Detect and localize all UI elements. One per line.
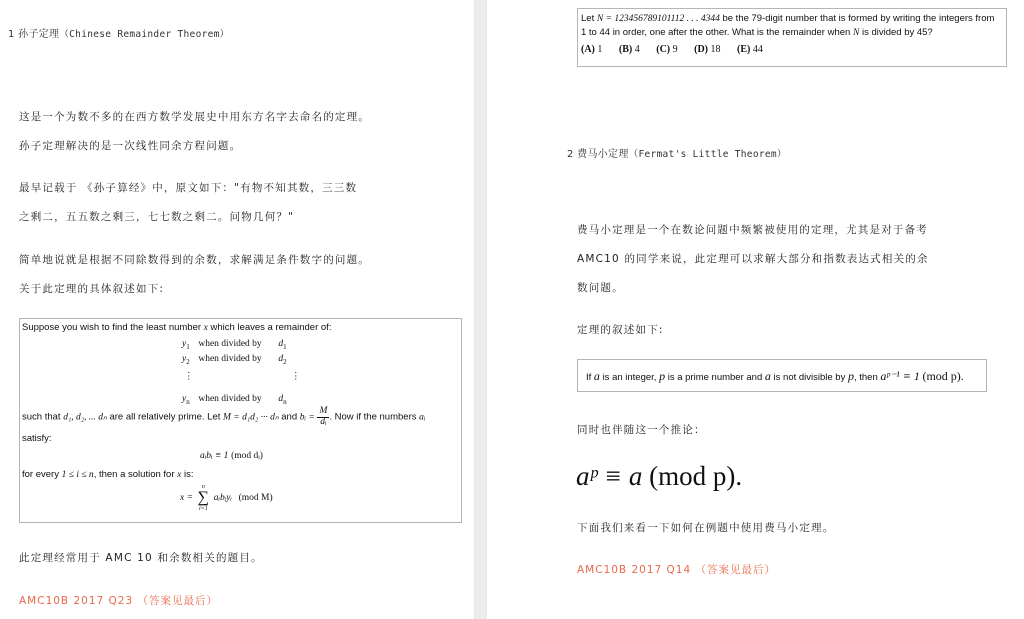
crt-such-that: such that d₁, d₂, ... dₙ are all relatively prime. Let M = d₁d₂ ··· dₙ and bᵢ = $\frac{M}{\text{dᵢ}}$ . Now if the numbers aᵢ: [22, 406, 426, 427]
crt-row-1: $y_1$ when divided by $d_1$: [182, 339, 287, 351]
heading-number: 2: [567, 149, 574, 160]
paragraph: 定理的叙述如下:: [577, 324, 664, 336]
paragraph: 孙子定理解决的是一次线性同余方程问题。: [19, 140, 242, 152]
crt-satisfy: satisfy:: [22, 433, 52, 444]
paragraph: 这是一个为数不多的在西方数学发展史中用东方名字去命名的定理。: [19, 111, 370, 123]
crt-statement-box: [19, 318, 462, 523]
paragraph: 关于此定理的具体叙述如下:: [19, 283, 165, 295]
fermat-statement: If a is an integer, p is a prime number and a is not divisible by p, then aᵖ⁻¹ ≡ 1 (mod p).: [586, 369, 964, 383]
paragraph: 费马小定理是一个在数论问题中频繁被使用的定理，尤其是对于备考: [577, 224, 928, 236]
heading-title-en: （Chinese Remainder Theorem）: [59, 29, 230, 40]
section-heading-fermat: [567, 145, 787, 160]
heading-title-zh: 费马小定理: [577, 149, 629, 160]
problem-line-1: Let N = 123456789101112 . . . 4344 be the 79-digit number that is formed by writing the integers from: [581, 13, 995, 24]
crt-for-every: for every 1 ≤ i ≤ n, then a solution for x is:: [22, 469, 194, 480]
vdots-right: ⋮: [291, 372, 301, 382]
heading-title-en: （Fermat's Little Theorem）: [628, 149, 787, 160]
paragraph: 简单地说就是根据不同除数得到的余数，求解满足条件数字的问题。: [19, 254, 370, 266]
paragraph: 之剩二，五五数之剩三，七七数之剩二。问物几何？": [19, 211, 295, 223]
right-page: [487, 0, 1024, 619]
summation: n ∑ i=1: [197, 484, 210, 512]
amc-problem-link[interactable]: AMC10B 2017 Q14 （答案见最后）: [577, 564, 776, 576]
paragraph: AMC10 的同学来说，此定理可以求解大部分和指数表达式相关的余: [577, 253, 929, 265]
fraction-M-over-di: $\frac{M}{\text{dᵢ}}$: [319, 406, 328, 427]
crt-congruence: aᵢbᵢ ≡ 1 (mod dᵢ): [200, 451, 263, 461]
heading-number: 1: [8, 29, 15, 40]
paragraph: 下面我们来看一下如何在例题中使用费马小定理。: [577, 522, 835, 534]
paragraph: 最早记载于 《孙子算经》中，原文如下："有物不知其数，三三数: [19, 182, 358, 194]
left-page: [0, 0, 474, 619]
crt-row-2: $y_2$ when divided by $d_2$: [182, 354, 287, 366]
answer-choices: (A) 1 (B) 4 (C) 9 (D) 18 (E) 44: [581, 44, 763, 55]
paragraph: 此定理经常用于 AMC 10 和余数相关的题目。: [19, 552, 263, 564]
crt-intro: Suppose you wish to find the least number x which leaves a remainder of:: [22, 322, 332, 333]
crt-solution-sum: x = n ∑ i=1 aᵢbᵢyᵢ (mod M): [180, 484, 273, 512]
fermat-theorem-box: [577, 359, 987, 392]
heading-title-zh: 孙子定理: [18, 29, 60, 40]
fermat-corollary-formula: aᵖ ≡ a (mod p).: [576, 461, 743, 491]
problem-line-2: 1 to 44 in order, one after the other. What is the remainder when N is divided by 45?: [581, 27, 933, 38]
paragraph: 同时也伴随这一个推论：: [577, 424, 706, 436]
amc-problem-box: [577, 8, 1007, 67]
amc-problem-link[interactable]: AMC10B 2017 Q23 （答案见最后）: [19, 595, 218, 607]
vdots-left: ⋮: [184, 372, 194, 382]
crt-row-n: $y_n$ when divided by $d_n$: [182, 394, 287, 406]
section-heading-crt: [8, 25, 229, 40]
paragraph: 数问题。: [577, 282, 624, 294]
